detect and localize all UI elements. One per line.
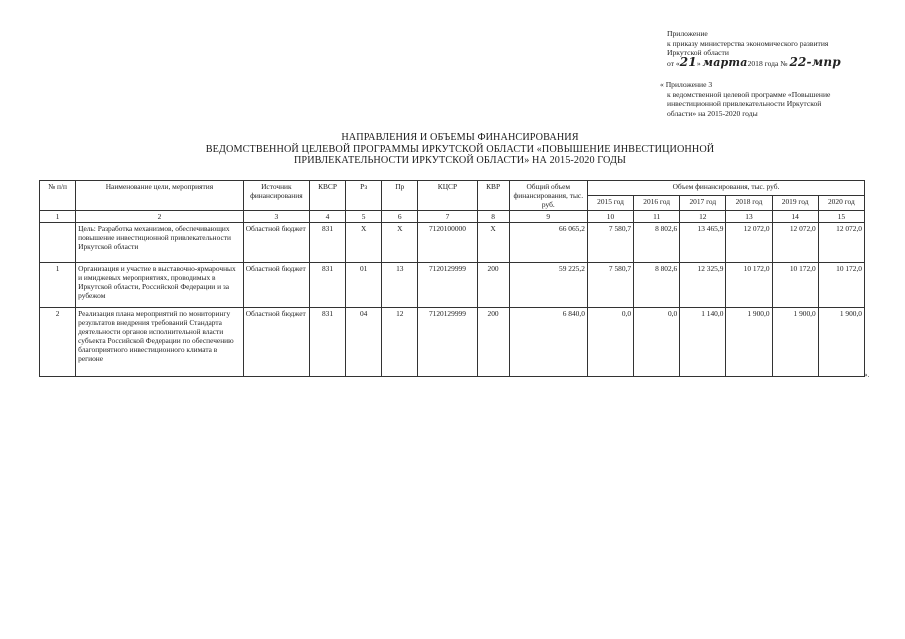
annex-order-ref: к приказу министерства экономического развития (667, 38, 829, 48)
header-source: Источник финансирования (243, 181, 309, 211)
row-kvsr: 831 (309, 308, 345, 377)
row-kvr: 200 (477, 263, 509, 308)
header-num: № п/п (40, 181, 76, 211)
row-total: 59 225,2 (509, 263, 587, 308)
header-kvr: КВР (477, 181, 509, 211)
row-year-value: 10 172,0 (818, 263, 864, 308)
row-year-value: 0,0 (634, 308, 680, 377)
table-row-1 (40, 263, 865, 308)
column-number: 14 (772, 211, 818, 223)
date-year: 2018 года № (747, 58, 788, 68)
row-year-value: 12 072,0 (818, 223, 864, 263)
row-year-value: 1 900,0 (818, 308, 864, 377)
column-number: 5 (346, 211, 382, 223)
header-kvsr: КВСР (309, 181, 345, 211)
row-kcsr: 7120129999 (418, 263, 477, 308)
annex3-open-quote: « (660, 80, 664, 89)
row-year-value: 1 140,0 (680, 308, 726, 377)
row-year-value: 7 580,7 (587, 223, 633, 263)
financing-table (39, 180, 865, 377)
row-kvsr: 831 (309, 223, 345, 263)
column-number: 1 (40, 211, 76, 223)
header-name: Наименование цели, мероприятия (76, 181, 244, 211)
table-row-goal (40, 223, 865, 263)
title-line-1: НАПРАВЛЕНИЯ И ОБЪЕМЫ ФИНАНСИРОВАНИЯ (341, 132, 579, 143)
row-num (40, 223, 76, 263)
header-row (40, 181, 865, 196)
column-number: 2 (76, 211, 244, 223)
document-title (190, 132, 730, 167)
row-kcsr: 7120129999 (418, 308, 477, 377)
row-source: Областной бюджет (243, 263, 309, 308)
annex-label: Приложение (667, 29, 708, 38)
header-rz: Рз (346, 181, 382, 211)
row-name: Реализация плана мероприятий по мониторингу результатов внедрения требований Стандарта деятельности органов исполнительной власти субъекта Российской Федерации по обеспечению благоприятного инвестиционного климата в регионе (76, 308, 244, 377)
table-row-2 (40, 308, 865, 377)
row-year-value: 10 172,0 (772, 263, 818, 308)
column-number: 10 (587, 211, 633, 223)
header-year: 2015 год (587, 196, 633, 211)
program-annex-block (660, 80, 830, 118)
annex3-label: Приложение 3 (665, 80, 713, 89)
annex3-ref-line-3: области» на 2015-2020 годы (667, 108, 758, 118)
row-name: Организация и участие в выставочно-ярмарочных и имиджевых мероприятиях, проводимых в Иркутской области, Российской Федерации и за рубежом (76, 263, 244, 308)
row-kvsr: 831 (309, 263, 345, 308)
row-rz: 04 (346, 308, 382, 377)
header-year: 2016 год (634, 196, 680, 211)
column-number: 11 (634, 211, 680, 223)
stray-dot: . (212, 258, 214, 263)
closing-quote-mark: ». (864, 371, 870, 379)
header-year: 2019 год (772, 196, 818, 211)
header-total: Общий объем финансирования, тыс. руб. (509, 181, 587, 211)
title-line-3: ПРИВЛЕКАТЕЛЬНОСТИ ИРКУТСКОЙ ОБЛАСТИ» НА 2015-2020 ГОДЫ (293, 155, 627, 166)
row-source: Областной бюджет (243, 308, 309, 377)
header-pr: Пр (382, 181, 418, 211)
header-volume: Объем финансирования, тыс. руб. (587, 181, 864, 196)
row-year-value: 12 072,0 (772, 223, 818, 263)
date-quote: » (696, 58, 701, 68)
header-year: 2017 год (680, 196, 726, 211)
annex3-ref-line-2: инвестиционной привлекательности Иркутской (667, 99, 822, 109)
column-number: 7 (418, 211, 477, 223)
handwritten-day: 21 (679, 54, 697, 69)
row-year-value: 10 172,0 (726, 263, 772, 308)
row-kvr: 200 (477, 308, 509, 377)
order-annex-block (667, 29, 841, 68)
row-year-value: 8 802,6 (634, 263, 680, 308)
column-number: 8 (477, 211, 509, 223)
column-number: 9 (509, 211, 587, 223)
annex-date-line (667, 54, 841, 69)
annex3-title-line (660, 80, 830, 90)
row-pr: 12 (382, 308, 418, 377)
annex-region: Иркутской области (667, 48, 729, 58)
row-year-value: 1 900,0 (726, 308, 772, 377)
handwritten-order-number: 22-мпр (789, 54, 841, 69)
row-name: Цель: Разработка механизмов, обеспечивающих повышение инвестиционной привлекательности Иркутской области (76, 223, 244, 263)
row-kcsr: 7120100000 (418, 223, 477, 263)
row-num: 2 (40, 308, 76, 377)
column-number: 13 (726, 211, 772, 223)
row-num: 1 (40, 263, 76, 308)
row-year-value: 7 580,7 (587, 263, 633, 308)
column-number: 15 (818, 211, 864, 223)
title-line-2: ВЕДОМСТВЕННОЙ ЦЕЛЕВОЙ ПРОГРАММЫ ИРКУТСКОЙ ОБЛАСТИ «ПОВЫШЕНИЕ ИНВЕСТИЦИОННОЙ (205, 143, 715, 155)
row-year-value: 12 072,0 (726, 223, 772, 263)
row-total: 66 065,2 (509, 223, 587, 263)
column-number: 4 (309, 211, 345, 223)
column-number: 6 (382, 211, 418, 223)
row-year-value: 13 465,9 (680, 223, 726, 263)
row-year-value: 1 900,0 (772, 308, 818, 377)
column-number-row (40, 211, 865, 223)
header-year: 2018 год (726, 196, 772, 211)
row-total: 6 840,0 (509, 308, 587, 377)
date-prefix: от « (667, 58, 680, 68)
row-pr: Х (382, 223, 418, 263)
annex3-ref-line: к ведомственной целевой программе «Повышение (667, 89, 831, 99)
row-source: Областной бюджет (243, 223, 309, 263)
row-rz: 01 (346, 263, 382, 308)
row-kvr: Х (477, 223, 509, 263)
column-number: 12 (680, 211, 726, 223)
column-number: 3 (243, 211, 309, 223)
handwritten-month: марта (702, 55, 748, 69)
row-rz: Х (346, 223, 382, 263)
row-year-value: 0,0 (587, 308, 633, 377)
row-year-value: 8 802,6 (634, 223, 680, 263)
row-year-value: 12 325,9 (680, 263, 726, 308)
row-pr: 13 (382, 263, 418, 308)
header-kcsr: КЦСР (418, 181, 477, 211)
header-year: 2020 год (818, 196, 864, 211)
